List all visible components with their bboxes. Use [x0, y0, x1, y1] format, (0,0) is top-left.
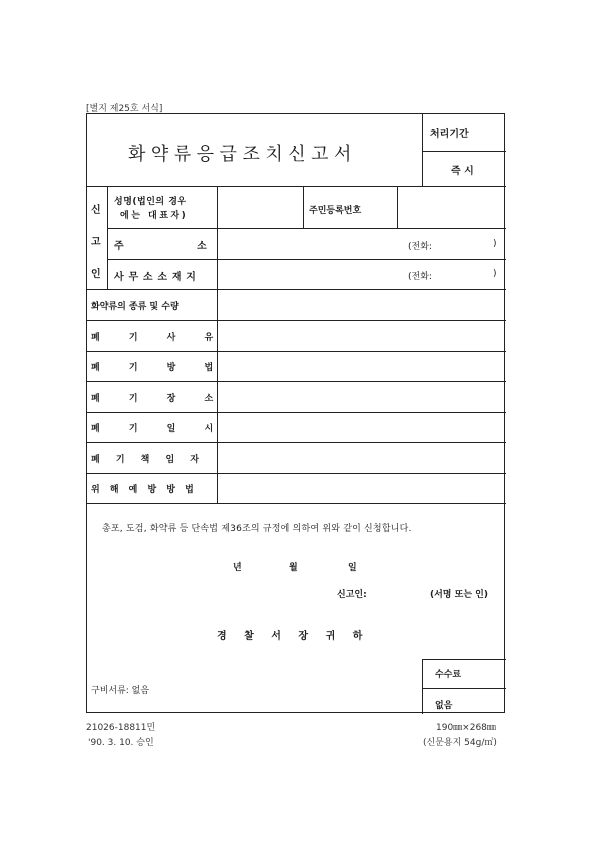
divider	[87, 503, 506, 504]
date-month-label: 월	[289, 563, 298, 573]
applicant-label: 신고인:	[337, 590, 367, 600]
date-year-label: 년	[233, 563, 242, 573]
hazard-prevention-field[interactable]	[217, 473, 504, 502]
paper-size: 190㎜×268㎜	[436, 723, 496, 733]
disposal-place-label: 폐 기 장 소	[91, 394, 214, 404]
name-label-line1: 성명(법인의 경우	[114, 197, 187, 207]
divider	[422, 688, 506, 689]
disposal-place-field[interactable]	[217, 381, 504, 411]
required-documents: 구비서류: 없음	[91, 686, 150, 696]
reporter-side-label-2: 고	[91, 237, 101, 248]
statement-text: 총포, 도검, 화약류 등 단속법 제36조의 규정에 의하여 위와 같이 신청합니다.	[102, 524, 412, 534]
processing-period-label: 처리기간	[430, 129, 469, 140]
applicant-signature-field[interactable]	[372, 582, 428, 600]
disposal-manager-label: 폐 기 책 임 자	[91, 455, 200, 465]
form-number-label: [별지 제25호 서식]	[86, 104, 163, 114]
divider	[422, 659, 506, 660]
office-location-field[interactable]	[217, 259, 504, 288]
address-field[interactable]	[217, 228, 504, 258]
processing-period-value: 즉 시	[451, 166, 474, 177]
address-phone-close: )	[493, 239, 497, 249]
date-day-label: 일	[348, 563, 357, 573]
divider	[107, 186, 108, 289]
disposal-method-label: 폐 기 방 법	[91, 363, 214, 373]
form-code: 21026-18811민	[86, 723, 156, 733]
disposal-reason-label: 폐 기 사 유	[91, 333, 214, 343]
name-label-line2: 에는 대표자)	[120, 211, 189, 221]
office-phone-open: (전화:	[408, 272, 432, 282]
signature-label: (서명 또는 인)	[430, 590, 488, 600]
approval-date: '90. 3. 10. 승인	[88, 738, 154, 748]
disposal-manager-field[interactable]	[217, 442, 504, 472]
explosive-type-quantity-field[interactable]	[217, 289, 504, 319]
reporter-side-label-3: 인	[91, 269, 101, 280]
addressee: 경 찰 서 장 귀 하	[217, 631, 363, 642]
address-label: 주 소	[114, 241, 207, 252]
disposal-method-field[interactable]	[217, 351, 504, 380]
divider	[422, 114, 423, 186]
office-location-label: 사무소소재지	[114, 272, 201, 283]
fee-value: 없음	[435, 701, 453, 711]
divider	[422, 659, 423, 714]
reporter-side-label-1: 신	[91, 205, 101, 216]
office-phone-close: )	[493, 269, 497, 279]
hazard-prevention-label: 위 해 예 방 방 법	[91, 485, 194, 495]
form-title: 화약류응급조치신고서	[128, 144, 357, 165]
resident-number-field[interactable]	[397, 186, 504, 227]
explosive-type-quantity-label: 화약류의 종류 및 수량	[91, 302, 179, 312]
fee-label: 수수료	[435, 670, 462, 680]
disposal-datetime-label: 폐 기 일 시	[91, 424, 214, 434]
resident-number-label: 주민등록번호	[309, 206, 362, 216]
disposal-datetime-field[interactable]	[217, 412, 504, 441]
disposal-reason-field[interactable]	[217, 320, 504, 350]
address-phone-open: (전화:	[408, 242, 432, 252]
name-field[interactable]	[217, 186, 395, 227]
divider	[422, 151, 506, 152]
paper-type: (신문용지 54g/㎡)	[423, 738, 497, 748]
